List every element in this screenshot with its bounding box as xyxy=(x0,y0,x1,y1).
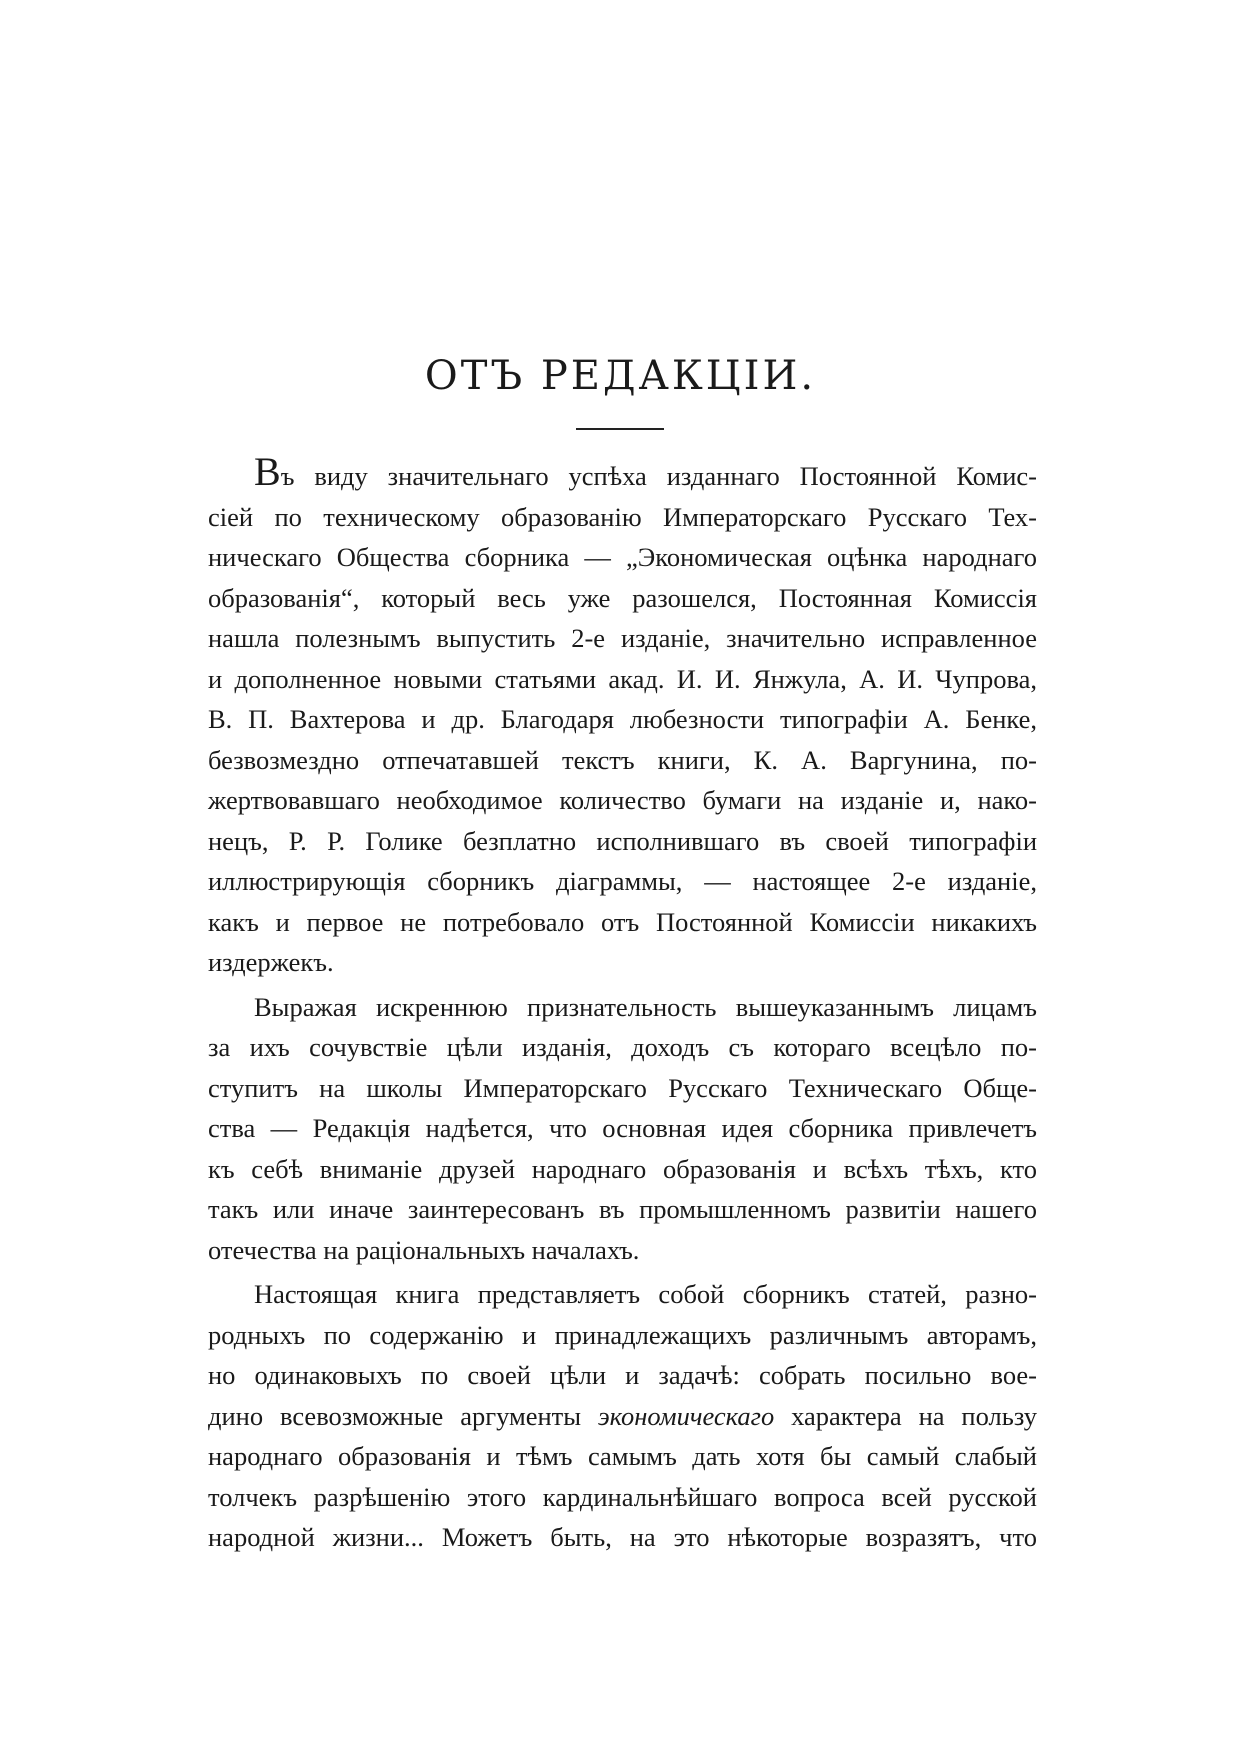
text-line: В. П. Вахтерова и др. Благодаря любезности типографіи А. Бенке, xyxy=(208,704,1037,734)
text-line: Выражая искреннюю признательность вышеуказаннымъ лицамъ xyxy=(254,991,1037,1022)
title-divider xyxy=(576,428,664,430)
paragraph-1 xyxy=(208,449,1037,983)
text-line: какъ и первое не потребовало отъ Постоянной Комиссіи никакихъ xyxy=(208,906,1037,937)
text-line: народнаго образованія и тѣмъ самымъ дать хотя бы самый слабый xyxy=(208,1441,1037,1471)
paragraph-2 xyxy=(208,987,1037,1271)
text-line: иллюстрирующія сборникъ діаграммы, — настоящее 2-е изданіе, xyxy=(208,866,1037,896)
text-line: ническаго Общества сборника — „Экономическая оцѣнка народнаго xyxy=(208,542,1037,572)
paragraph-3 xyxy=(208,1274,1037,1558)
text-line: жертвовавшаго необходимое количество бумаги на изданіе и, нако- xyxy=(208,785,1037,815)
text-line: ступитъ на школы Императорскаго Русскаго Техническаго Обще- xyxy=(208,1072,1037,1103)
italic-term: экономическаго xyxy=(597,1400,775,1431)
text-line: такъ или иначе заинтересованъ въ промышленномъ развитіи нашего xyxy=(208,1194,1037,1224)
text-line: за ихъ сочувствіе цѣли изданія, доходъ съ котораго всецѣло по- xyxy=(208,1032,1037,1062)
text-line: издержекъ. xyxy=(208,947,334,977)
text-line: нецъ, Р. Р. Голике безплатно исполнившаго въ своей типографіи xyxy=(208,825,1037,856)
text-line: Въ виду значительнаго успѣха изданнаго Постоянной Комис- xyxy=(254,449,1037,494)
text-line: народной жизни... Можетъ быть, на это нѣкоторые возразятъ, что xyxy=(208,1522,1037,1552)
text-line: образованія“, который весь уже разошелся, Постоянная Комиссія xyxy=(208,582,1037,613)
text-line: дино всевозможные аргументы экономическаго характера на пользу xyxy=(208,1400,1037,1431)
text-line: къ себѣ вниманіе друзей народнаго образованія и всѣхъ тѣхъ, кто xyxy=(208,1153,1037,1184)
text-line: отечества на раціональныхъ началахъ. xyxy=(208,1234,640,1265)
text-line: безвозмездно отпечатавшей текстъ книги, К. А. Варгунина, по- xyxy=(208,744,1037,775)
text-line: Настоящая книга представляетъ собой сборникъ статей, разно- xyxy=(254,1279,1037,1309)
text-line: толчекъ разрѣшенію этого кардинальнѣйшаго вопроса всей русской xyxy=(208,1481,1037,1512)
page-title: ОТЪ РЕДАКЦІИ. xyxy=(424,353,817,399)
text-line: родныхъ по содержанію и принадлежащихъ различнымъ авторамъ, xyxy=(208,1319,1037,1350)
drop-cap: В xyxy=(254,449,281,494)
body-text xyxy=(208,449,1037,1562)
text-line: нашла полезнымъ выпустить 2-е изданіе, значительно исправленное xyxy=(208,623,1037,653)
text-line: ства — Редакція надѣется, что основная идея сборника привлечетъ xyxy=(208,1113,1037,1143)
text-line: и дополненное новыми статьями акад. И. И. Янжула, А. И. Чупрова, xyxy=(208,663,1037,694)
text-line: сіей по техническому образованію Императорскаго Русскаго Тех- xyxy=(208,501,1037,532)
text-line: но одинаковыхъ по своей цѣли и задачѣ: собрать посильно вое- xyxy=(208,1360,1037,1390)
